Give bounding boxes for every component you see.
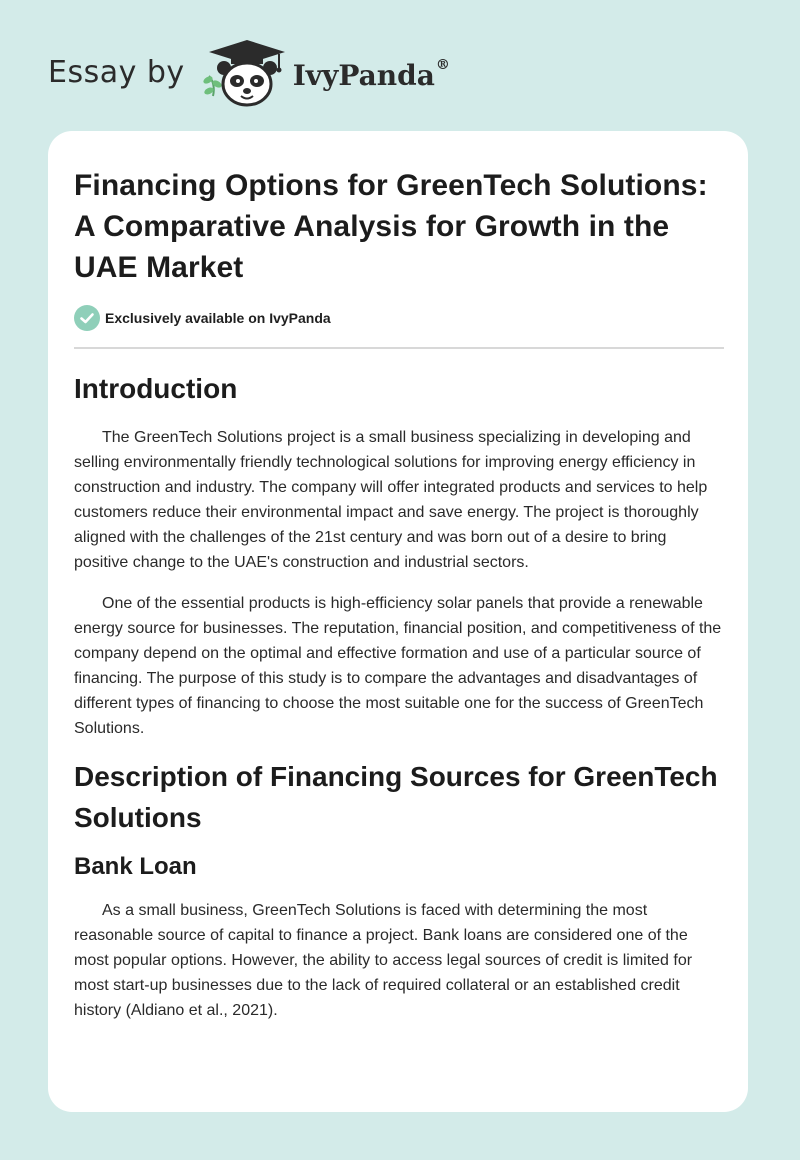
check-circle-icon (74, 305, 100, 331)
paragraph: As a small business, GreenTech Solutions is faced with determining the most reasonable source of capital to finance a project. Bank loans are considered one of the most popular options. However, the ability to access legal sources of credit is limited for most start-up businesses due to the lack of required collateral or an established credit history (Aldiano et al., 2021). (74, 902, 693, 1019)
exclusive-badge-text: Exclusively available on IvyPanda (105, 310, 331, 326)
title-divider (74, 347, 724, 349)
section-heading-introduction: Introduction (74, 373, 238, 404)
exclusive-badge (74, 305, 724, 331)
essay-by-label: Essay by (48, 54, 185, 90)
paragraph: The GreenTech Solutions project is a small business specializing in developing and selling environmentally friendly technological solutions for improving energy efficiency in construction and industry. The company will offer integrated products and services to help customers reduce their environmental impact and save energy. The project is thoroughly aligned with the challenges of the 21st century and was born out of a desire to bring positive change to the UAE's construction and industrial sectors. (74, 429, 708, 571)
essay-content (74, 165, 724, 1023)
section-heading-financing-sources: Description of Financing Sources for GreenTech Solutions (74, 761, 718, 833)
registered-mark: ® (435, 56, 450, 73)
subsection-heading-bank-loan: Bank Loan (74, 853, 197, 880)
paragraph: One of the essential products is high-efficiency solar panels that provide a renewable energy source for businesses. The reputation, financial position, and competitiveness of the company depend on the optimal and effective formation and use of a particular source of financing. The purpose of this study is to compare the advantages and disadvantages of different types of financing to choose the most suitable one for the success of GreenTech Solutions. (74, 595, 722, 737)
brand-text: IvyPanda (292, 58, 435, 92)
essay-card (48, 131, 748, 1112)
essay-title: Financing Options for GreenTech Solutions: A Comparative Analysis for Growth in the UAE Market (74, 169, 708, 284)
site-header (48, 36, 450, 108)
brand-name[interactable] (292, 56, 450, 92)
ivypanda-logo-icon[interactable] (199, 36, 291, 108)
